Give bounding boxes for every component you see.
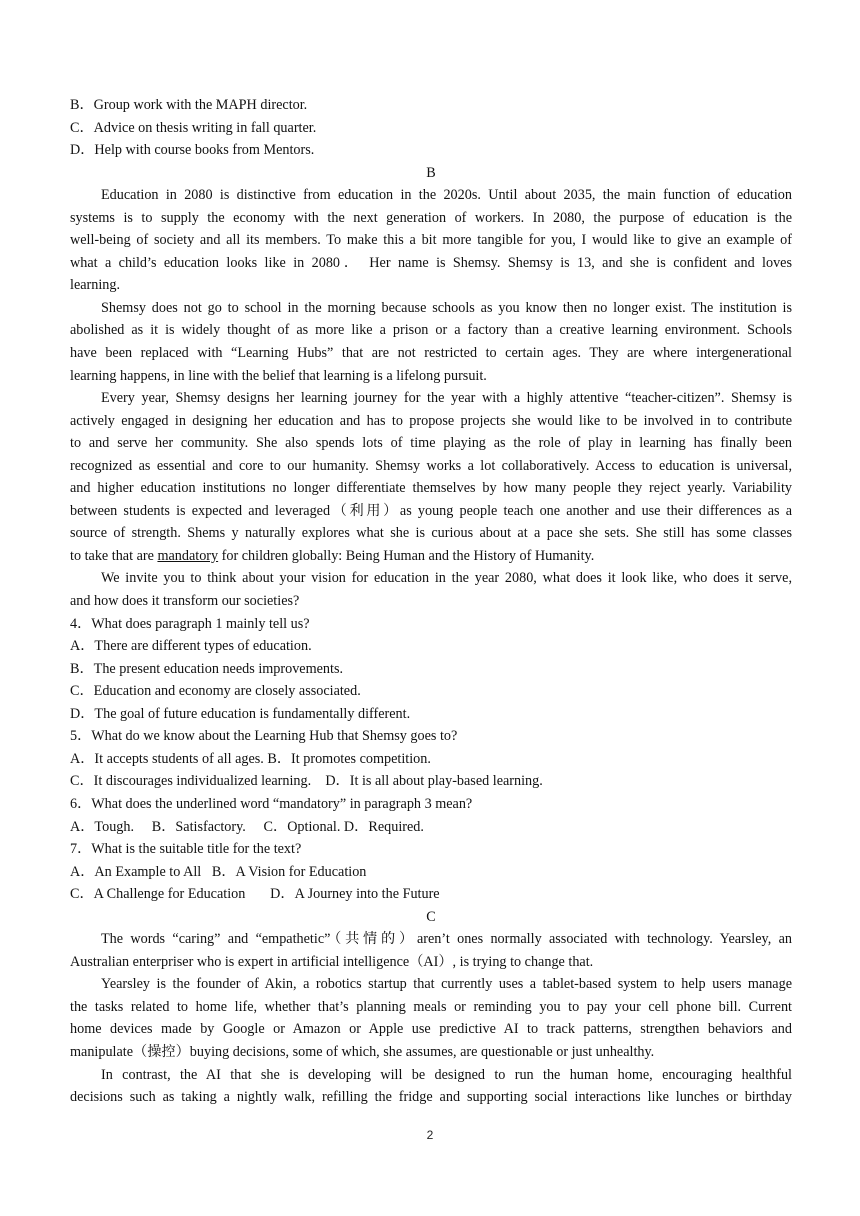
paragraph-line: home devices made by Google or Amazon or Apple use predictive AI to track patterns, strengthen behaviors and [70, 1021, 792, 1038]
paragraph-line: and higher education institutions no longer differentiate themselves by how many people they reject yearly. Variability [70, 480, 792, 497]
paragraph-line: to and serve her community. She also spends lots of time playing as the role of play in learning has finally been [70, 435, 792, 452]
question-6 [70, 793, 792, 838]
section-b-heading: B [426, 164, 436, 181]
paragraph-line: learning happens, in line with the belief that learning is a lifelong pursuit. [70, 367, 487, 384]
paragraph-line: Shemsy does not go to school in the morning because schools as you know then no longer exist. The institution is [101, 299, 792, 316]
option-d-line: D．Help with course books from Mentors. [70, 142, 315, 159]
text-span: to take that are [70, 547, 158, 564]
paragraph-line: recognized as essential and core to our humanity. Shemsy works a lot collaboratively. Access to education is universal, [70, 457, 792, 474]
section-c-heading: C [426, 908, 436, 925]
paragraph-line: between students is expected and leveraged（利用）as young people teach one another and use their differences as a [70, 502, 792, 519]
paragraph-line: learning. [70, 277, 121, 294]
paragraph-line: Every year, Shemsy designs her learning journey for the year with a highly attentive “teacher-citizen”. Shemsy is [101, 390, 792, 407]
section-b-paragraph-4 [70, 567, 792, 612]
paragraph-line: Education in 2080 is distinctive from education in the 2020s. Until about 2035, the main function of education [101, 187, 792, 204]
answer-options-line: A．An Example to All B．A Vision for Education [70, 863, 367, 880]
paragraph-line: have been replaced with “Learning Hubs” that are not restricted to certain ages. They are where intergenerational [70, 345, 792, 362]
section-c-paragraph-2 [70, 973, 792, 1063]
question-7 [70, 838, 792, 906]
paragraph-line: abolished as it is widely thought of as more like a prison or a factory than a creative learning environment. Schools [70, 322, 792, 339]
page-content [70, 94, 792, 1109]
paragraph-line: systems is to supply the economy with the next generation of workers. In 2080, the purpose of education is the [70, 209, 792, 226]
paragraph-line: In contrast, the AI that she is developing will be designed to run the human home, encouraging healthful [101, 1066, 792, 1083]
paragraph-line: We invite you to think about your vision for education in the year 2080, what does it look like, who does it serve, [101, 570, 792, 587]
paragraph-line: manipulate（操控）buying decisions, some of which, she assumes, are questionable or just unhealthy. [70, 1043, 655, 1060]
answer-options-line: C．It discourages individualized learning. D．It is all about play-based learning. [70, 773, 543, 790]
paragraph-line: actively engaged in designing her education and has to propose projects she would like to be involved in to contribute [70, 412, 792, 429]
question-stem: 4．What does paragraph 1 mainly tell us? [70, 615, 310, 632]
section-c-paragraph-1 [70, 928, 792, 973]
answer-options-line: A．It accepts students of all ages. B．It promotes competition. [70, 750, 431, 767]
paragraph-line: source of strength. Shems y naturally explores what she is curious about at a pace she sets. She still has some classes [70, 525, 792, 542]
paragraph-line: well-being of society and all its members. To make this a bit more tangible for you, I would like to give an example of [70, 232, 792, 249]
answer-option: C．Education and economy are closely associated. [70, 683, 361, 700]
question-5 [70, 725, 792, 793]
underlined-word: mandatory [157, 547, 219, 564]
paragraph-line: and how does it transform our societies? [70, 593, 300, 610]
question-stem: 7．What is the suitable title for the text? [70, 841, 302, 858]
question-stem: 6．What does the underlined word “mandatory” in paragraph 3 mean? [70, 795, 473, 812]
paragraph-line: The words “caring” and “empathetic”（共情的）aren’t ones normally associated with technology. Yearsley, an [101, 931, 792, 948]
paragraph-line: decisions such as taking a nightly walk, refilling the fridge and supporting social interactions like lunches or birthday [70, 1089, 792, 1106]
paragraph-line-with-underline [70, 545, 792, 568]
section-b-paragraph-1 [70, 184, 792, 297]
paragraph-line: what a child’s education looks like in 2080． Her name is Shemsy. Shemsy is 13, and she is confident and loves [70, 254, 792, 271]
question-stem: 5．What do we know about the Learning Hub that Shemsy goes to? [70, 728, 458, 745]
answer-option: D．The goal of future education is fundamentally different. [70, 705, 411, 722]
page-number: 2 [426, 1128, 434, 1142]
paragraph-line: the tasks related to home life, whether that’s planning meals or reminding you to pay your cell phone bill. Current [70, 998, 792, 1015]
paragraph-line: Australian enterpriser who is expert in artificial intelligence（AI）, is trying to change that. [70, 953, 594, 970]
section-b-paragraph-3 [70, 387, 792, 567]
section-c-paragraph-3 [70, 1064, 792, 1109]
answer-option: B．The present education needs improvements. [70, 660, 344, 677]
paragraph-line: Yearsley is the founder of Akin, a robotics startup that currently uses a tablet-based system to help users manage [101, 976, 792, 993]
option-b-line: B．Group work with the MAPH director. [70, 97, 308, 113]
text-span: for children globally: Being Human and the History of Humanity. [218, 547, 595, 564]
question-4 [70, 613, 792, 726]
answer-options-line: C．A Challenge for Education D．A Journey into the Future [70, 886, 440, 903]
answer-options-line: A．Tough. B．Satisfactory. C．Optional. D．Required. [70, 818, 424, 835]
option-c-line: C．Advice on thesis writing in fall quarter. [70, 119, 317, 136]
answer-option: A．There are different types of education. [70, 638, 312, 655]
section-b-paragraph-2 [70, 297, 792, 387]
